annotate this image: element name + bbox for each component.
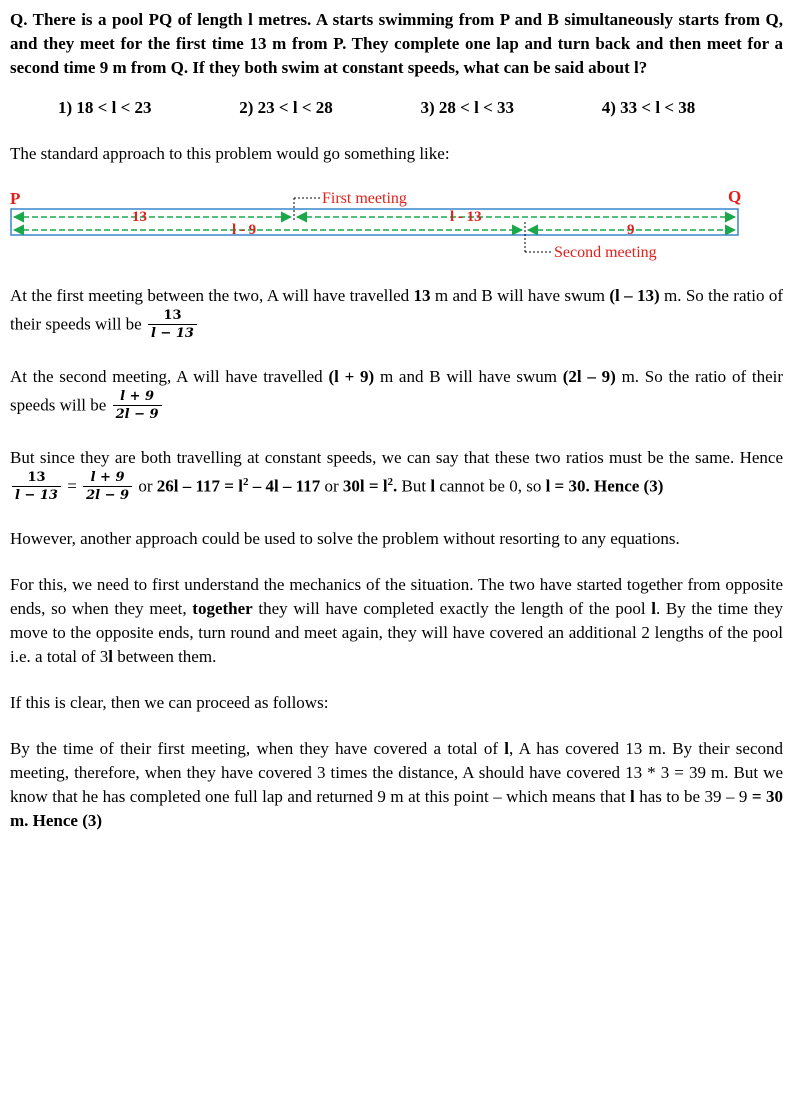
paragraph-equation: But since they are both travelling at constant speeds, we can say that these two ratios must be the same. Hence $\frac{13}{l - 13}$ = $\frac{l + 9}{2l - 9}$ or $26l - 117 = l^2 - 4l - 117$ or $30l = l^2$. But l cannot be 0, so l = 30. Hence (3) [10,448,783,503]
second-meeting-label: Second meeting [554,244,657,261]
document-page [10,8,783,833]
paragraph-second-meeting: At the second meeting, A will have travelled (l + 9) m and B will have swum (2l – 9) m. So the ratio of their speeds will be $\frac{l + 9}{2l - 9}$ [10,367,784,422]
intro-text: The standard approach to this problem would go something like: [10,144,450,163]
ratio-fraction-1: $\frac{13}{l - 13}$ [148,308,197,343]
answer-options [10,98,783,118]
label-q: Q [728,187,742,206]
pool-diagram [10,176,783,262]
label-p: P [10,189,21,208]
pool-diagram-svg [10,176,783,262]
paragraph-first-meeting: At the first meeting between the two, A will have travelled 13 m and B will have swum (l – 13) m. So the ratio of their speeds will be $\frac{13}{l - 13}$ [10,286,783,341]
equation-fraction-right: $\frac{l + 9}{2l - 9}$ [83,470,132,505]
seg-13-label: 13 [132,209,147,225]
first-meeting-label: First meeting [322,190,407,207]
equation-fraction-left: $\frac{13}{l - 13}$ [12,470,61,505]
option-2: 2) 23 < l < 28 [239,98,333,117]
question-text: Q. There is a pool PQ of length l metres. A starts swimming from P and B simultaneously starts from Q, and they meet for the first time 13 m from P. They complete one lap and turn back and then meet for a second time 9 m from Q. If they both swim at constant speeds, what can be said about l? [10,10,783,77]
seg-l-minus-9-label: l - 9 [232,222,257,238]
paragraph-mechanics: For this, we need to first understand the mechanics of the situation. The two have started together from opposite ends, so when they meet, together they will have completed exactly the length of the pool l. By the time they move to the opposite ends, turn round and meet again, they will have covered an additional 2 lengths of the pool i.e. a total of 3l between them. [10,575,784,666]
option-3: 3) 28 < l < 33 [420,98,515,117]
paragraph-proceed: If this is clear, then we can proceed as follows: [10,693,329,712]
paragraph-alternative: However, another approach could be used to solve the problem without resorting to any equations. [10,529,680,548]
option-4: 4) 33 < l < 38 [601,98,696,117]
ratio-fraction-2: $\frac{l + 9}{2l - 9}$ [113,389,162,424]
paragraph-solution: By the time of their first meeting, when they have covered a total of l, A has covered 13 m. By their second meeting, therefore, when they have covered 3 times the distance, A should have covered 13 * 3 = 39 m. But we know that he has completed one full lap and returned 9 m at this point – which means that l has to be 39 – 9 = 30 m. Hence (3) [10,739,784,830]
seg-9-label: 9 [627,222,635,238]
option-1: 1) 18 < l < 23 [58,98,152,117]
seg-l-minus-13-label: l - 13 [450,209,482,225]
